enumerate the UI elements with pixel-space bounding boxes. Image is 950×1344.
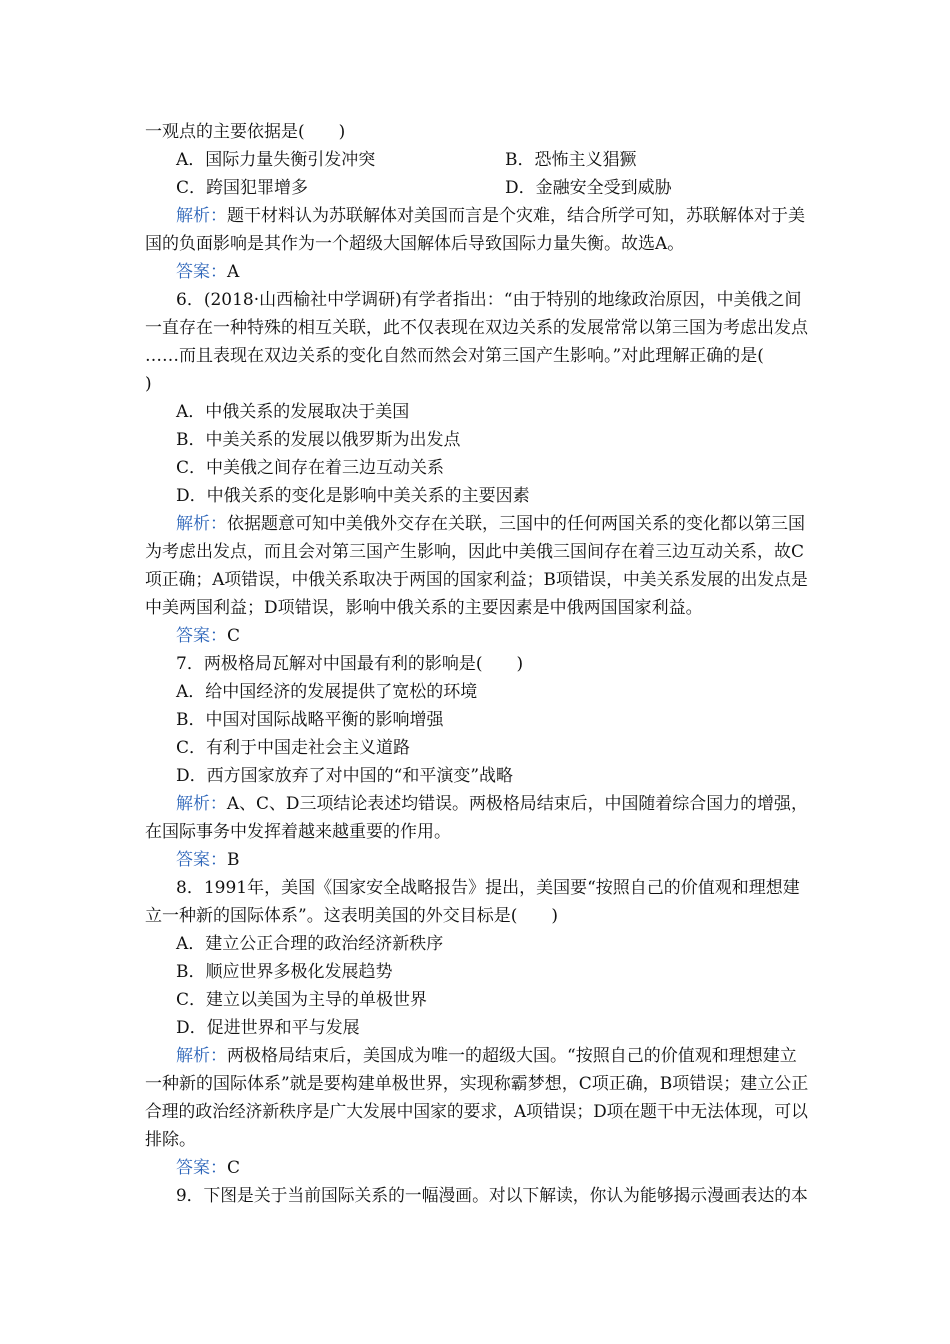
q7-option-d: D．西方国家放弃了对中国的“和平演变”战略 <box>176 766 514 786</box>
q6-analysis-line-4: 中美两国利益；D项错误，影响中俄关系的主要因素是中俄两国国家利益。 <box>145 598 703 618</box>
answer-label: 答案： <box>176 262 227 282</box>
q5-option-c: C．跨国犯罪增多 <box>176 178 309 198</box>
analysis-label: 解析： <box>176 206 227 226</box>
q7-option-c: C．有利于中国走社会主义道路 <box>176 738 411 758</box>
q7-stem: 7．两极格局瓦解对中国最有利的影响是( ) <box>176 654 524 674</box>
q8-analysis-line-1: 解析：两极格局结束后，美国成为唯一的超级大国。“按照自己的价值观和理想建立 <box>176 1046 797 1066</box>
answer-value: C <box>227 626 241 646</box>
q8-analysis-line-2: 一种新的国际体系”就是要构建单极世界，实现称霸梦想，C项正确，B项错误；建立公正 <box>145 1074 809 1094</box>
q6-option-d: D．中俄关系的变化是影响中美关系的主要因素 <box>176 486 530 506</box>
q5-option-d: D．金融安全受到威胁 <box>505 178 672 198</box>
q7-answer <box>176 848 240 872</box>
q7-analysis-line-2: 在国际事务中发挥着越来越重要的作用。 <box>145 822 451 842</box>
q6-stem-line-3: ……而且表现在双边关系的变化自然而然会对第三国产生影响。”对此理解正确的是( <box>145 346 764 366</box>
q7-analysis-line-1: 解析：A、C、D三项结论表述均错误。两极格局结束后，中国随着综合国力的增强， <box>176 794 808 814</box>
q8-option-a: A．建立公正合理的政治经济新秩序 <box>176 934 444 954</box>
answer-value: B <box>227 850 240 870</box>
q5-option-a: A．国际力量失衡引发冲突 <box>176 150 376 170</box>
analysis-label: 解析： <box>176 794 227 814</box>
q6-stem-line-1: 6．(2018·山西榆社中学调研)有学者指出：“由于特别的地缘政治原因，中美俄之间 <box>176 290 802 310</box>
q8-stem-line-1: 8．1991年，美国《国家安全战略报告》提出，美国要“按照自己的价值观和理想建 <box>176 878 800 898</box>
q8-option-b: B．顺应世界多极化发展趋势 <box>176 962 393 982</box>
q5-option-b: B．恐怖主义猖獗 <box>505 150 637 170</box>
answer-label: 答案： <box>176 626 227 646</box>
q6-option-b: B．中美关系的发展以俄罗斯为出发点 <box>176 430 461 450</box>
analysis-label: 解析： <box>176 514 227 534</box>
q6-answer <box>176 624 240 648</box>
q5-answer <box>176 260 239 284</box>
q5-analysis-line-2: 国的负面影响是其作为一个超级大国解体后导致国际力量失衡。故选A。 <box>145 234 685 254</box>
q8-option-d: D．促进世界和平与发展 <box>176 1018 360 1038</box>
answer-label: 答案： <box>176 850 227 870</box>
q6-option-c: C．中美俄之间存在着三边互动关系 <box>176 458 445 478</box>
q8-option-c: C．建立以美国为主导的单极世界 <box>176 990 428 1010</box>
q8-analysis-line-4: 排除。 <box>145 1130 196 1150</box>
answer-value: A <box>227 262 240 282</box>
q7-option-a: A．给中国经济的发展提供了宽松的环境 <box>176 682 478 702</box>
q5-analysis-line-1: 解析：题干材料认为苏联解体对美国而言是个灾难，结合所学可知，苏联解体对于美 <box>176 206 805 226</box>
q6-analysis-line-3: 项正确；A项错误，中俄关系取决于两国的国家利益；B项错误，中美关系发展的出发点是 <box>145 570 808 590</box>
answer-value: C <box>227 1158 241 1178</box>
q7-option-b: B．中国对国际战略平衡的影响增强 <box>176 710 444 730</box>
q6-option-a: A．中俄关系的发展取决于美国 <box>176 402 410 422</box>
q5-stem-tail: 一观点的主要依据是( ) <box>145 122 346 142</box>
q6-stem-line-2: 一直存在一种特殊的相互关联，此不仅表现在双边关系的发展常常以第三国为考虑出发点 <box>145 318 808 338</box>
q9-stem-line-1: 9．下图是关于当前国际关系的一幅漫画。对以下解读，你认为能够揭示漫画表达的本 <box>176 1186 808 1206</box>
q8-stem-line-2: 立一种新的国际体系”。这表明美国的外交目标是( ) <box>145 906 558 926</box>
analysis-label: 解析： <box>176 1046 227 1066</box>
q8-analysis-line-3: 合理的政治经济新秩序是广大发展中国家的要求，A项错误；D项在题干中无法体现，可以 <box>145 1102 808 1122</box>
q6-stem-line-4: ) <box>145 374 152 394</box>
answer-label: 答案： <box>176 1158 227 1178</box>
q6-analysis-line-1: 解析：依据题意可知中美俄外交存在关联，三国中的任何两国关系的变化都以第三国 <box>176 514 805 534</box>
q6-analysis-line-2: 为考虑出发点，而且会对第三国产生影响，因此中美俄三国间存在着三边互动关系，故C <box>145 542 805 562</box>
q8-answer <box>176 1156 240 1180</box>
